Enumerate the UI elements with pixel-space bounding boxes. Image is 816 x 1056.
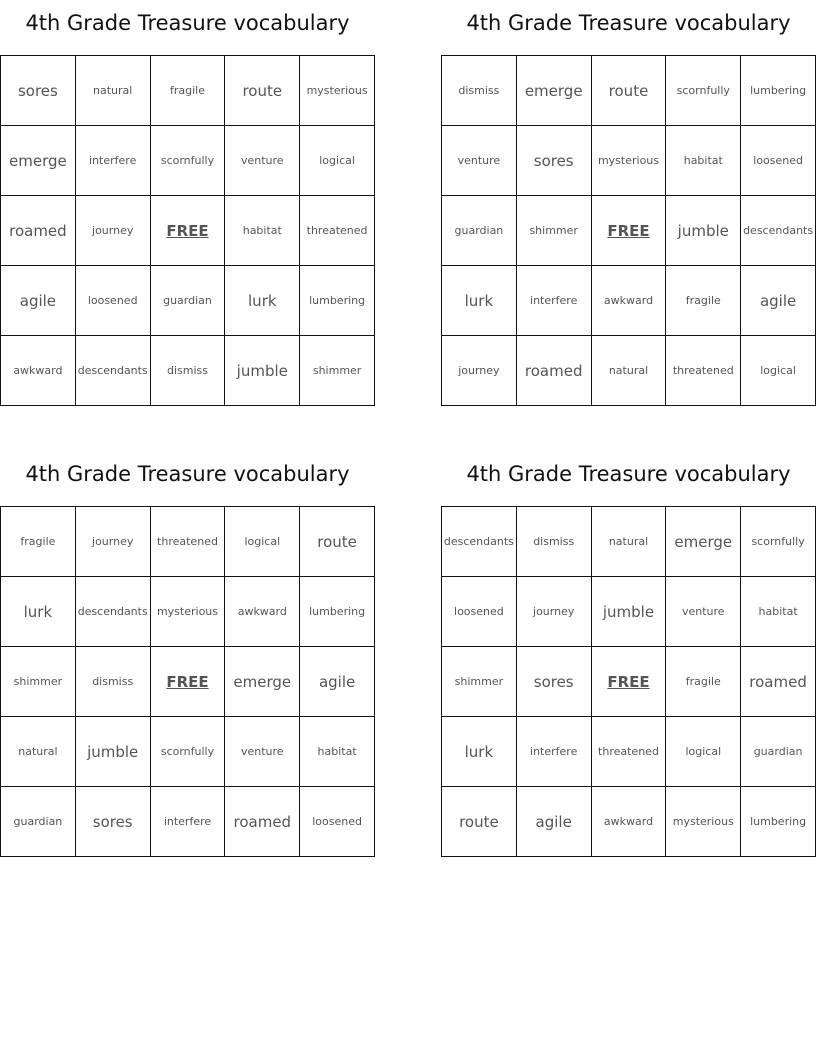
bingo-card-3: [0, 462, 375, 857]
bingo-grid: [441, 55, 816, 406]
bingo-cell: scornfully: [150, 126, 225, 196]
bingo-row: [442, 787, 816, 857]
bingo-row: [1, 577, 375, 647]
bingo-cell: fragile: [666, 647, 741, 717]
bingo-cell: guardian: [741, 717, 816, 787]
bingo-cell: interfere: [75, 126, 150, 196]
bingo-grid: [0, 55, 375, 406]
card-title: 4th Grade Treasure vocabulary: [25, 462, 350, 486]
bingo-cell: interfere: [516, 266, 591, 336]
bingo-cell: route: [442, 787, 517, 857]
bingo-cell: loosened: [442, 577, 517, 647]
bingo-cell: roamed: [1, 196, 76, 266]
bingo-card-2: [441, 11, 816, 406]
bingo-row: [1, 717, 375, 787]
bingo-cell: descendants: [442, 507, 517, 577]
bingo-cell: habitat: [741, 577, 816, 647]
bingo-row: [442, 196, 816, 266]
bingo-row: [442, 717, 816, 787]
bingo-cell: descendants: [741, 196, 816, 266]
bingo-cell: logical: [741, 336, 816, 406]
free-space: FREE: [150, 647, 225, 717]
bingo-cell: route: [225, 56, 300, 126]
bingo-cell: dismiss: [516, 507, 591, 577]
free-space: FREE: [591, 647, 666, 717]
bingo-cell: venture: [225, 717, 300, 787]
bingo-cell: threatened: [150, 507, 225, 577]
bingo-cell: interfere: [516, 717, 591, 787]
bingo-card-4: [441, 462, 816, 857]
bingo-cell: roamed: [225, 787, 300, 857]
bingo-row: [442, 56, 816, 126]
bingo-cell: lumbering: [300, 577, 375, 647]
bingo-cell: agile: [741, 266, 816, 336]
bingo-cell: lurk: [442, 266, 517, 336]
bingo-row: [1, 126, 375, 196]
bingo-cell: sores: [516, 647, 591, 717]
bingo-cell: logical: [225, 507, 300, 577]
bingo-cell: lurk: [1, 577, 76, 647]
bingo-cell: shimmer: [300, 336, 375, 406]
bingo-cell: journey: [75, 196, 150, 266]
bingo-cell: lumbering: [300, 266, 375, 336]
bingo-cell: fragile: [666, 266, 741, 336]
bingo-cell: guardian: [442, 196, 517, 266]
bingo-row: [442, 577, 816, 647]
bingo-cell: jumble: [591, 577, 666, 647]
card-title: 4th Grade Treasure vocabulary: [25, 11, 350, 35]
bingo-cell: sores: [75, 787, 150, 857]
bingo-cell: lurk: [442, 717, 517, 787]
bingo-cell: logical: [666, 717, 741, 787]
bingo-cell: threatened: [300, 196, 375, 266]
card-title: 4th Grade Treasure vocabulary: [466, 462, 791, 486]
bingo-cell: mysterious: [300, 56, 375, 126]
bingo-cell: sores: [1, 56, 76, 126]
bingo-cell: guardian: [150, 266, 225, 336]
bingo-cell: habitat: [666, 126, 741, 196]
bingo-cell: shimmer: [1, 647, 76, 717]
bingo-cell: loosened: [300, 787, 375, 857]
bingo-cell: scornfully: [150, 717, 225, 787]
bingo-cell: fragile: [1, 507, 76, 577]
bingo-row: [442, 266, 816, 336]
bingo-cell: logical: [300, 126, 375, 196]
bingo-cell: natural: [75, 56, 150, 126]
bingo-cell: dismiss: [75, 647, 150, 717]
bingo-row: [1, 196, 375, 266]
bingo-cell: awkward: [1, 336, 76, 406]
bingo-cell: venture: [225, 126, 300, 196]
bingo-grid: [441, 506, 816, 857]
bingo-row: [1, 56, 375, 126]
bingo-row: [442, 507, 816, 577]
bingo-cell: venture: [666, 577, 741, 647]
bingo-cell: awkward: [225, 577, 300, 647]
bingo-cell: threatened: [591, 717, 666, 787]
bingo-cell: dismiss: [442, 56, 517, 126]
bingo-cell: roamed: [741, 647, 816, 717]
bingo-cell: dismiss: [150, 336, 225, 406]
bingo-grid: [0, 506, 375, 857]
bingo-row: [442, 336, 816, 406]
bingo-cell: lumbering: [741, 56, 816, 126]
bingo-cell: roamed: [516, 336, 591, 406]
bingo-cell: scornfully: [666, 56, 741, 126]
bingo-cell: agile: [516, 787, 591, 857]
bingo-cell: lumbering: [741, 787, 816, 857]
bingo-cell: jumble: [225, 336, 300, 406]
bingo-cell: natural: [591, 507, 666, 577]
bingo-cell: natural: [591, 336, 666, 406]
bingo-cell: mysterious: [666, 787, 741, 857]
bingo-cell: descendants: [75, 336, 150, 406]
bingo-cell: loosened: [75, 266, 150, 336]
bingo-cell: interfere: [150, 787, 225, 857]
bingo-row: [442, 126, 816, 196]
bingo-cell: habitat: [225, 196, 300, 266]
bingo-row: [1, 787, 375, 857]
bingo-cell: agile: [1, 266, 76, 336]
bingo-cell: route: [591, 56, 666, 126]
bingo-cell: fragile: [150, 56, 225, 126]
bingo-cell: emerge: [1, 126, 76, 196]
bingo-cell: journey: [75, 507, 150, 577]
free-space: FREE: [150, 196, 225, 266]
bingo-cell: jumble: [666, 196, 741, 266]
bingo-cell: journey: [442, 336, 517, 406]
bingo-cell: mysterious: [591, 126, 666, 196]
bingo-cell: emerge: [666, 507, 741, 577]
bingo-cell: awkward: [591, 266, 666, 336]
bingo-cell: venture: [442, 126, 517, 196]
bingo-cell: jumble: [75, 717, 150, 787]
card-title: 4th Grade Treasure vocabulary: [466, 11, 791, 35]
bingo-cell: descendants: [75, 577, 150, 647]
bingo-cell: shimmer: [516, 196, 591, 266]
bingo-cell: loosened: [741, 126, 816, 196]
bingo-row: [1, 336, 375, 406]
bingo-cell: agile: [300, 647, 375, 717]
bingo-cell: emerge: [516, 56, 591, 126]
bingo-cell: habitat: [300, 717, 375, 787]
free-space: FREE: [591, 196, 666, 266]
bingo-cell: threatened: [666, 336, 741, 406]
bingo-cell: scornfully: [741, 507, 816, 577]
bingo-cell: sores: [516, 126, 591, 196]
bingo-cell: emerge: [225, 647, 300, 717]
bingo-cell: lurk: [225, 266, 300, 336]
bingo-cell: natural: [1, 717, 76, 787]
bingo-cell: mysterious: [150, 577, 225, 647]
bingo-row: [1, 647, 375, 717]
bingo-cell: journey: [516, 577, 591, 647]
bingo-row: [1, 507, 375, 577]
bingo-cell: route: [300, 507, 375, 577]
bingo-cell: shimmer: [442, 647, 517, 717]
bingo-row: [1, 266, 375, 336]
bingo-cell: awkward: [591, 787, 666, 857]
bingo-cell: guardian: [1, 787, 76, 857]
bingo-card-1: [0, 11, 375, 406]
bingo-row: [442, 647, 816, 717]
